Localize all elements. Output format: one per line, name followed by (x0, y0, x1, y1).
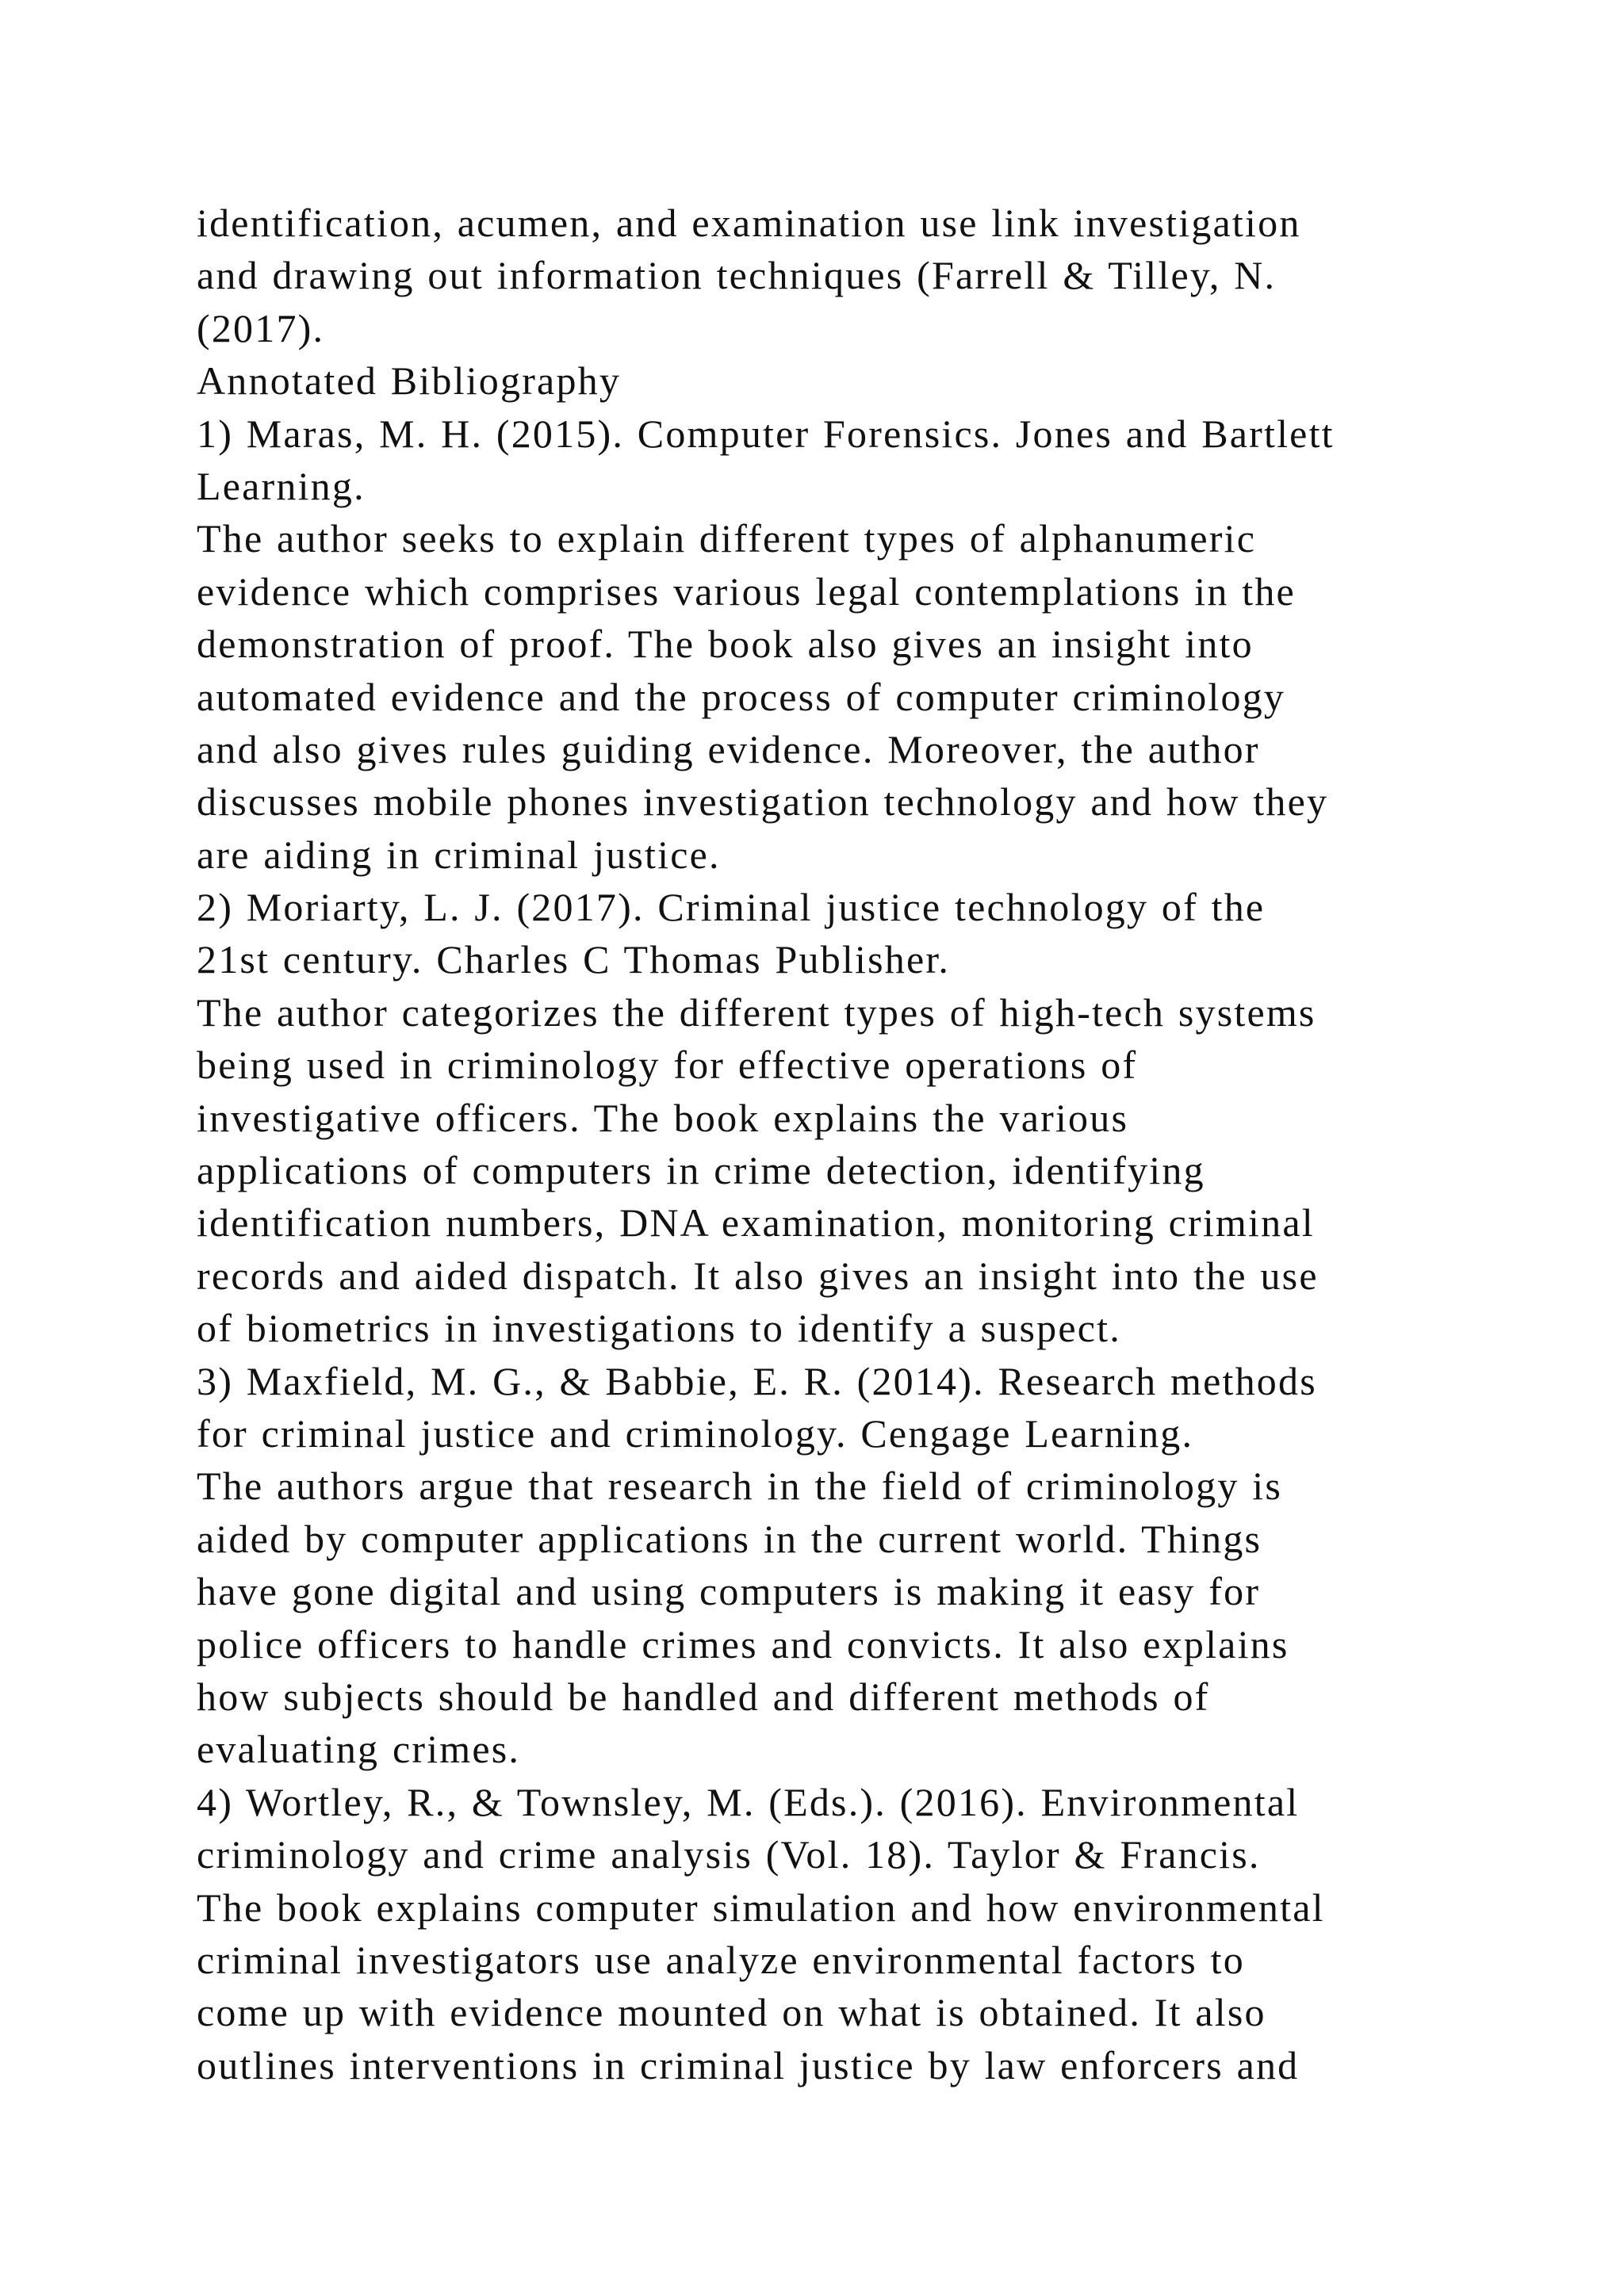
annotation-line: aided by computer applications in the current world. Things (197, 1516, 1262, 1561)
text-line: identification, acumen, and examination use link investigation (197, 201, 1301, 245)
annotation-line: investigative officers. The book explains the various (197, 1095, 1129, 1140)
citation-line: criminology and crime analysis (Vol. 18). Taylor & Francis. (197, 1832, 1261, 1877)
annotation-line: how subjects should be handled and different methods of (197, 1674, 1210, 1719)
citation-line: 4) Wortley, R., & Townsley, M. (Eds.). (2016). Environmental (197, 1779, 1300, 1824)
annotation-line: discusses mobile phones investigation technology and how they (197, 779, 1329, 825)
annotation-line: evidence which comprises various legal contemplations in the (197, 568, 1296, 614)
text-line: and drawing out information techniques (Farrell & Tilley, N. (197, 253, 1277, 298)
text-line: (2017). (197, 305, 325, 350)
annotation-line: evaluating crimes. (197, 1727, 521, 1772)
annotation-line: The author categorizes the different types of high-tech systems (197, 989, 1316, 1035)
citation-line: 2) Moriarty, L. J. (2017). Criminal justice technology of the (197, 885, 1266, 930)
annotation-line: come up with evidence mounted on what is obtained. It also (197, 1990, 1266, 2035)
annotation-line: The authors argue that research in the field of criminology is (197, 1464, 1282, 1509)
annotation-line: identification numbers, DNA examination, monitoring criminal (197, 1200, 1315, 1246)
annotation-line: of biometrics in investigations to identify a suspect. (197, 1306, 1121, 1351)
annotation-line: records and aided dispatch. It also gives an insight into the use (197, 1253, 1319, 1298)
annotation-line: are aiding in criminal justice. (197, 832, 721, 877)
citation-line: for criminal justice and criminology. Cengage Learning. (197, 1410, 1194, 1456)
annotation-line: applications of computers in crime detection, identifying (197, 1148, 1205, 1193)
annotation-line: The book explains computer simulation and how environmental (197, 1885, 1325, 1930)
document-body (197, 197, 1497, 2091)
citation-line: 21st century. Charles C Thomas Publisher. (197, 937, 951, 982)
annotation-line: demonstration of proof. The book also gives an insight into (197, 622, 1254, 667)
annotation-line: and also gives rules guiding evidence. Moreover, the author (197, 726, 1260, 771)
annotation-line: automated evidence and the process of computer criminology (197, 674, 1286, 719)
annotation-line: outlines interventions in criminal justice by law enforcers and (197, 2042, 1300, 2087)
annotation-line: being used in criminology for effective operations of (197, 1043, 1138, 1088)
annotation-line: criminal investigators use analyze environmental factors to (197, 1937, 1245, 1982)
annotation-line: police officers to handle crimes and convicts. It also explains (197, 1621, 1289, 1667)
citation-line: 3) Maxfield, M. G., & Babbie, E. R. (2014). Research methods (197, 1358, 1317, 1403)
citation-line: 1) Maras, M. H. (2015). Computer Forensics. Jones and Bartlett (197, 411, 1335, 456)
annotation-line: The author seeks to explain different types of alphanumeric (197, 516, 1257, 561)
citation-line: Learning. (197, 463, 366, 508)
section-heading: Annotated Bibliography (197, 358, 622, 404)
annotation-line: have gone digital and using computers is making it easy for (197, 1569, 1261, 1614)
